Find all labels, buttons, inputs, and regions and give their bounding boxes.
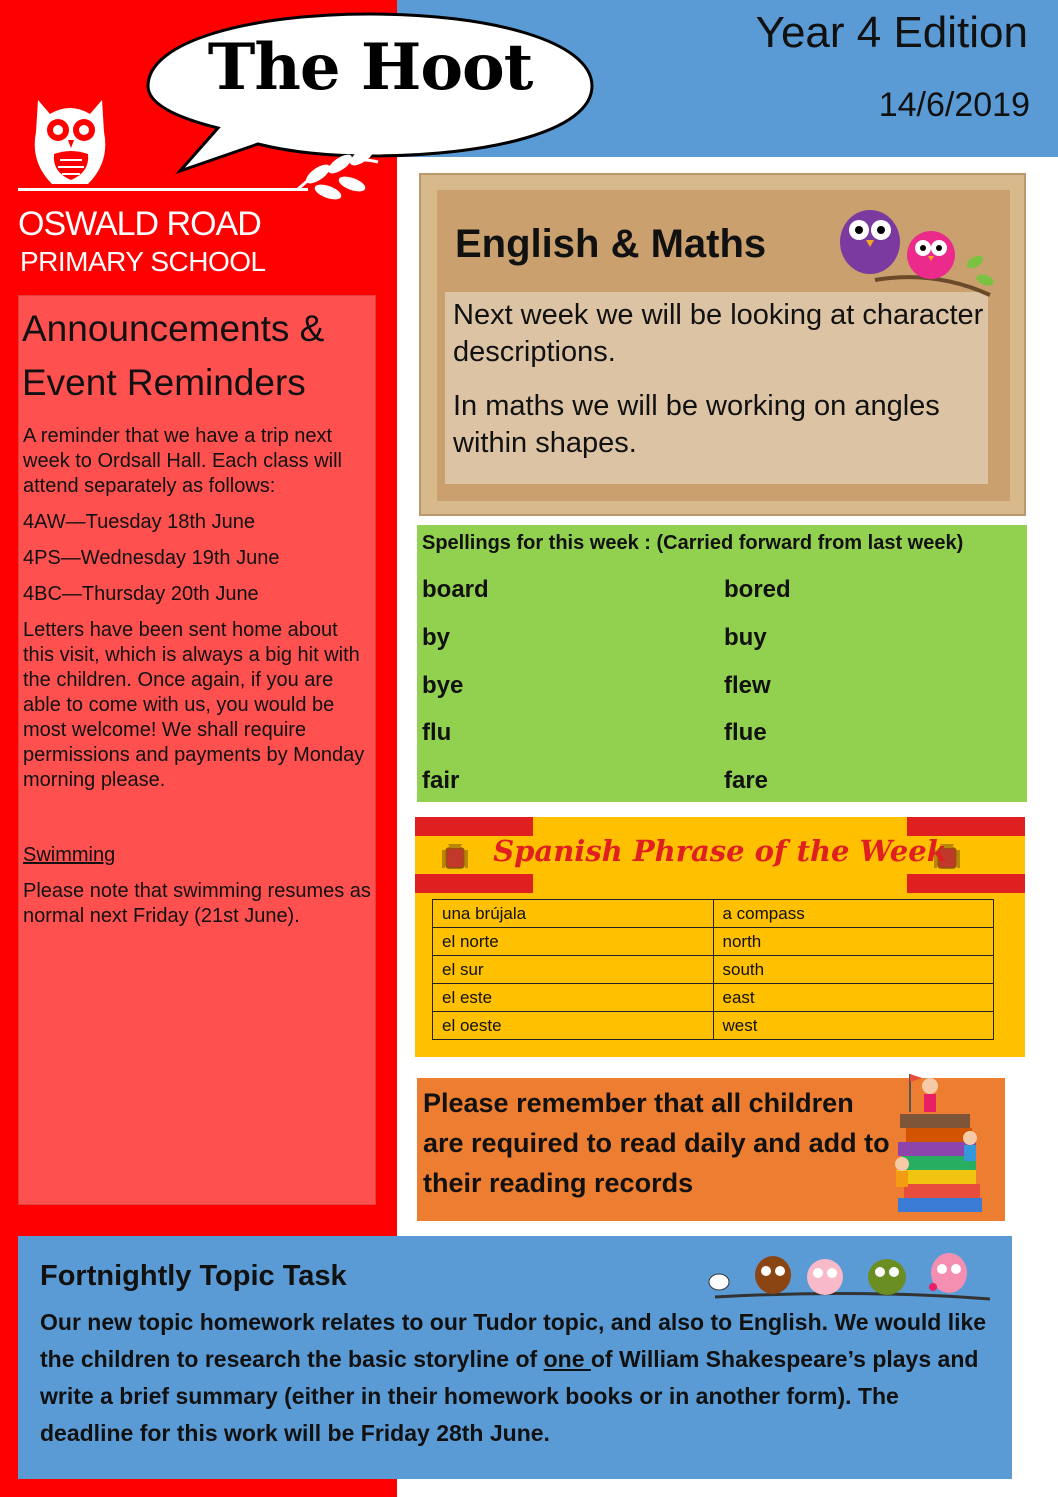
flag-stripe <box>415 874 533 893</box>
spelling-word: fare <box>724 767 769 794</box>
owls-row-icon <box>705 1247 995 1307</box>
swimming-heading: Swimming <box>23 844 116 866</box>
english-word: south <box>713 956 994 984</box>
book-stack-children-icon <box>888 1068 988 1218</box>
issue-date: 14/6/2019 <box>878 86 1030 124</box>
announcements-title: Announcements & Event Reminders <box>22 308 325 403</box>
spelling-word: board <box>422 576 489 603</box>
spelling-word: fair <box>422 767 460 794</box>
maths-paragraph: In maths we will be working on angles within shapes. <box>453 390 940 459</box>
topic-task-text: Our new topic homework relates to our Tudor topic, and also to English. We would like the children to research the basic storyline of one of William Shakespeare’s plays and write a brief summary (either in their homework books or in another form). The deadline for this work will be Friday 28th June. <box>40 1309 987 1446</box>
spelling-word: flu <box>422 719 452 746</box>
spelling-word: flue <box>724 719 767 746</box>
spanish-word: una brújala <box>433 900 714 928</box>
owl-logo-icon <box>18 92 388 207</box>
spanish-title: Spanish Phrase of the Week <box>493 834 947 868</box>
spelling-word: bye <box>422 672 464 699</box>
reading-reminder-text: Please remember that all children are required to read daily and add to their reading records <box>423 1088 890 1198</box>
table-row <box>433 984 994 1012</box>
school-name-line1: OSWALD ROAD <box>18 205 261 243</box>
school-name-line2: PRIMARY SCHOOL <box>20 246 266 277</box>
english-maths-title: English & Maths <box>455 222 767 266</box>
spanish-word: el oeste <box>433 1012 714 1040</box>
english-word: a compass <box>713 900 994 928</box>
spanish-phrase-table <box>432 899 994 1040</box>
table-row <box>433 900 994 928</box>
table-row <box>433 1012 994 1040</box>
english-paragraph: Next week we will be looking at character descriptions. <box>453 299 984 368</box>
edition-label: Year 4 Edition <box>755 8 1028 57</box>
class-date-4ps: 4PS—Wednesday 19th June <box>23 547 280 569</box>
class-date-4aw: 4AW—Tuesday 18th June <box>23 511 255 533</box>
spelling-word: flew <box>724 672 771 699</box>
spelling-word: by <box>422 624 451 651</box>
spelling-word: bored <box>724 576 791 603</box>
spanish-word: el sur <box>433 956 714 984</box>
table-row <box>433 928 994 956</box>
trip-intro: A reminder that we have a trip next week to Ordsall Hall. Each class will attend separately as follows: <box>23 425 342 497</box>
flag-stripe <box>907 874 1025 893</box>
table-row <box>433 956 994 984</box>
class-date-4bc: 4BC—Thursday 20th June <box>23 583 259 605</box>
letters-note: Letters have been sent home about this visit, which is always a big hit with the children. Once again, if you are able to come with us, you would be most welcome! We shall require permissions and payments by Monday morning please. <box>23 619 365 791</box>
spanish-word: el norte <box>433 928 714 956</box>
spellings-panel <box>417 525 1027 802</box>
swimming-note: Please note that swimming resumes as normal next Friday (21st June). <box>23 880 371 927</box>
topic-task-title: Fortnightly Topic Task <box>40 1260 347 1292</box>
spelling-word: buy <box>724 624 767 651</box>
english-word: west <box>713 1012 994 1040</box>
owls-on-branch-icon <box>835 200 1000 300</box>
english-word: east <box>713 984 994 1012</box>
spanish-word: el este <box>433 984 714 1012</box>
english-word: north <box>713 928 994 956</box>
newsletter-title: The Hoot <box>207 30 533 105</box>
spellings-heading: Spellings for this week : (Carried forward from last week) <box>422 532 964 554</box>
